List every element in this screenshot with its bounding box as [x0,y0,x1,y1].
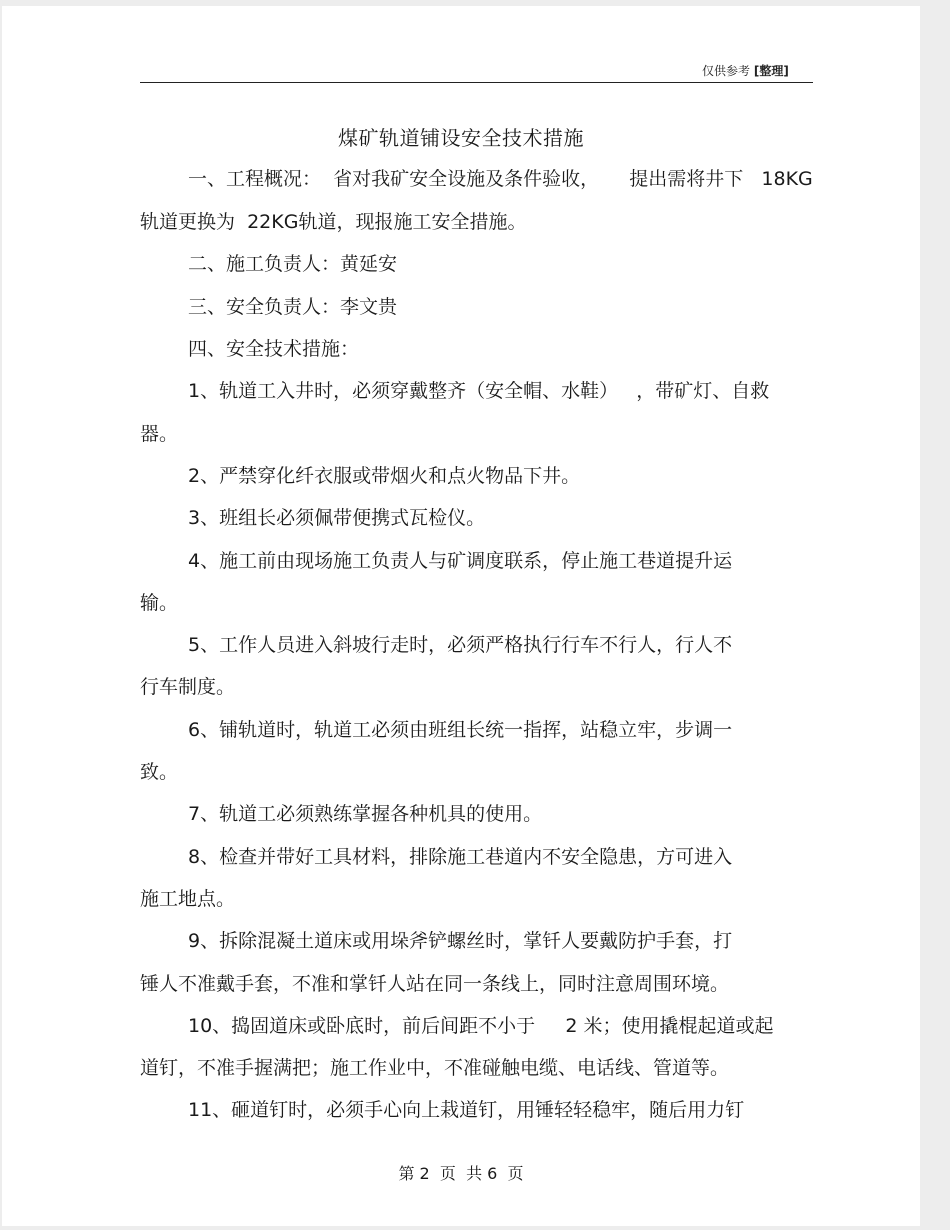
header-label: 仅供参考 [702,64,751,78]
page-footer: 第 2 页 共 6 页 [398,1164,524,1183]
paragraph-line: 3、班组长必须佩带便携式瓦检仪。 [188,507,486,529]
page-header [702,62,789,79]
header-bracket: [整理] [753,64,789,78]
document-title: 煤矿轨道铺设安全技术措施 [338,126,584,150]
paragraph-line: 11、砸道钉时，必须手心向上栽道钉，用锤轻轻稳牢，随后用力钉 [188,1099,745,1121]
header-divider [140,82,813,83]
paragraph-line: 8、检查并带好工具材料，排除施工巷道内不安全隐患，方可进入 [188,846,733,868]
paragraph-line: 三、安全负责人：李文贵 [188,296,398,318]
paragraph-line: 6、铺轨道时，轨道工必须由班组长统一指挥，站稳立牢，步调一 [188,719,733,741]
paragraph-line: 2、严禁穿化纤衣服或带烟火和点火物品下井。 [188,465,581,487]
paragraph-line: 一、工程概况： 省对我矿安全设施及条件验收， 提出需将井下 18KG [188,168,813,190]
paragraph-line: 行车制度。 [140,676,236,698]
paragraph-line: 四、安全技术措施： [188,338,360,360]
paragraph-line: 锤人不准戴手套，不准和掌钎人站在同一条线上，同时注意周围环境。 [140,973,730,995]
paragraph-line: 7、轨道工必须熟练掌握各种机具的使用。 [188,803,543,825]
paragraph-line: 施工地点。 [140,888,236,910]
paragraph-line: 5、工作人员进入斜坡行走时，必须严格执行行车不行人，行人不 [188,634,733,656]
paragraph-line: 道钉，不准手握满把；施工作业中，不准碰触电缆、电话线、管道等。 [140,1057,730,1079]
document-page [2,6,920,1226]
paragraph-line: 轨道更换为 22KG轨道，现报施工安全措施。 [140,211,527,233]
paragraph-line: 致。 [140,761,179,783]
paragraph-line: 4、施工前由现场施工负责人与矿调度联系，停止施工巷道提升运 [188,550,733,572]
paragraph-line: 10、捣固道床或卧底时，前后间距不小于 2 米；使用撬棍起道或起 [188,1015,774,1037]
paragraph-line: 9、拆除混凝土道床或用垛斧铲螺丝时，掌钎人要戴防护手套，打 [188,930,733,952]
paragraph-line: 器。 [140,423,179,445]
paragraph-line: 二、施工负责人：黄延安 [188,253,398,275]
paragraph-line: 1、轨道工入井时，必须穿戴整齐（安全帽、水鞋） ，带矿灯、自救 [188,380,770,402]
paragraph-line: 输。 [140,592,179,614]
